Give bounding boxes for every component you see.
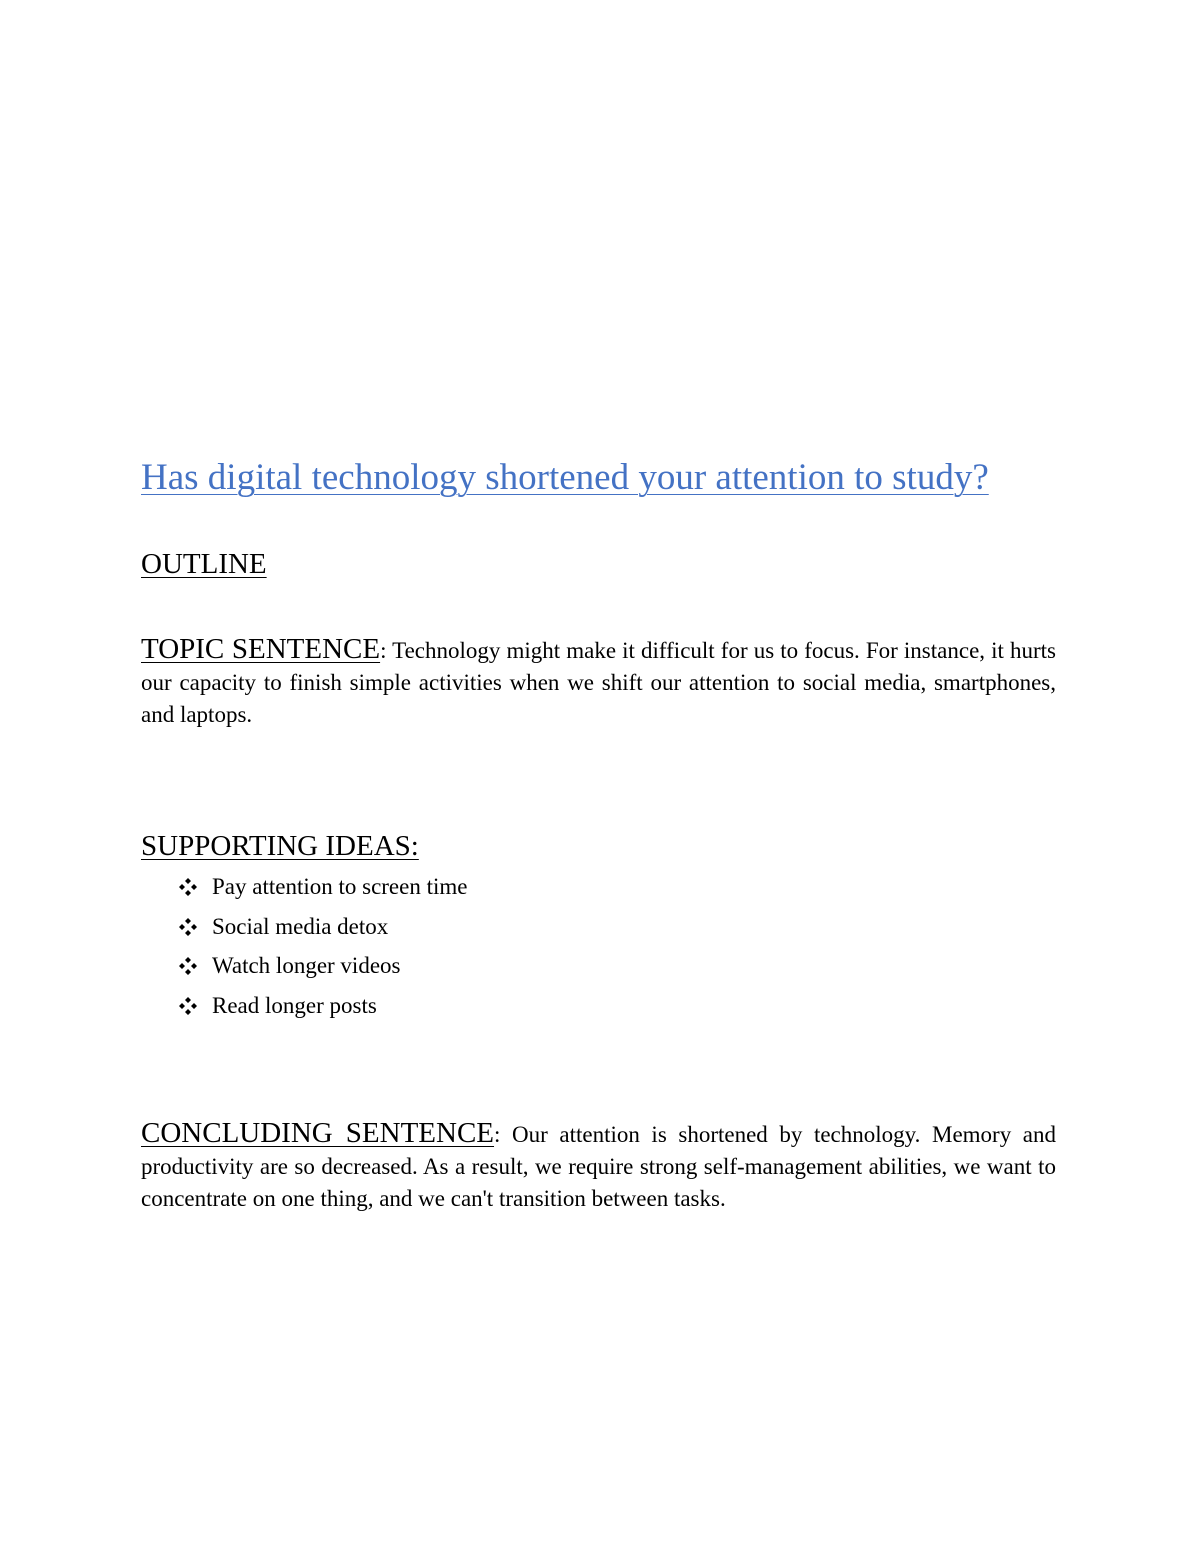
concluding-sentence-paragraph [141, 1117, 1056, 1215]
supporting-idea-text: Pay attention to screen time [212, 874, 468, 899]
concluding-sentence-text: Our attention is shortened by technology. Memory and productivity are so decreased. As a result, we require strong self-management abilities, we want to concentrate on one thing, and we can't transition between tasks. [141, 1122, 1057, 1211]
supporting-idea-text: Read longer posts [212, 992, 377, 1018]
list-item [178, 948, 467, 988]
list-item [178, 909, 467, 949]
outline-heading: OUTLINE [141, 548, 267, 580]
topic-sentence-label: TOPIC SENTENCE [141, 633, 381, 665]
supporting-ideas-list [178, 869, 467, 1027]
document-title: Has digital technology shortened your attention to study? [141, 457, 989, 498]
supporting-idea-text: Social media detox [212, 913, 389, 939]
concluding-sentence-label: CONCLUDING SENTENCE [141, 1117, 495, 1149]
diamond-bullet-icon [178, 877, 198, 897]
supporting-idea-text: Watch longer videos [212, 953, 401, 978]
list-item [178, 869, 467, 909]
topic-sentence-text: Technology might make it difficult for us to focus. For instance, it hurts our capacity to finish simple activities when we shift our attention to social media, smartphones, and laptops. [141, 638, 1056, 727]
topic-sentence-paragraph [141, 633, 1056, 731]
supporting-ideas-heading: SUPPORTING IDEAS: [141, 830, 419, 862]
diamond-bullet-icon [178, 917, 198, 937]
diamond-bullet-icon [178, 996, 198, 1016]
concluding-sentence-separator: : [494, 1122, 501, 1147]
list-item [178, 988, 467, 1028]
topic-sentence-separator: : [380, 638, 387, 663]
diamond-bullet-icon [178, 956, 198, 976]
